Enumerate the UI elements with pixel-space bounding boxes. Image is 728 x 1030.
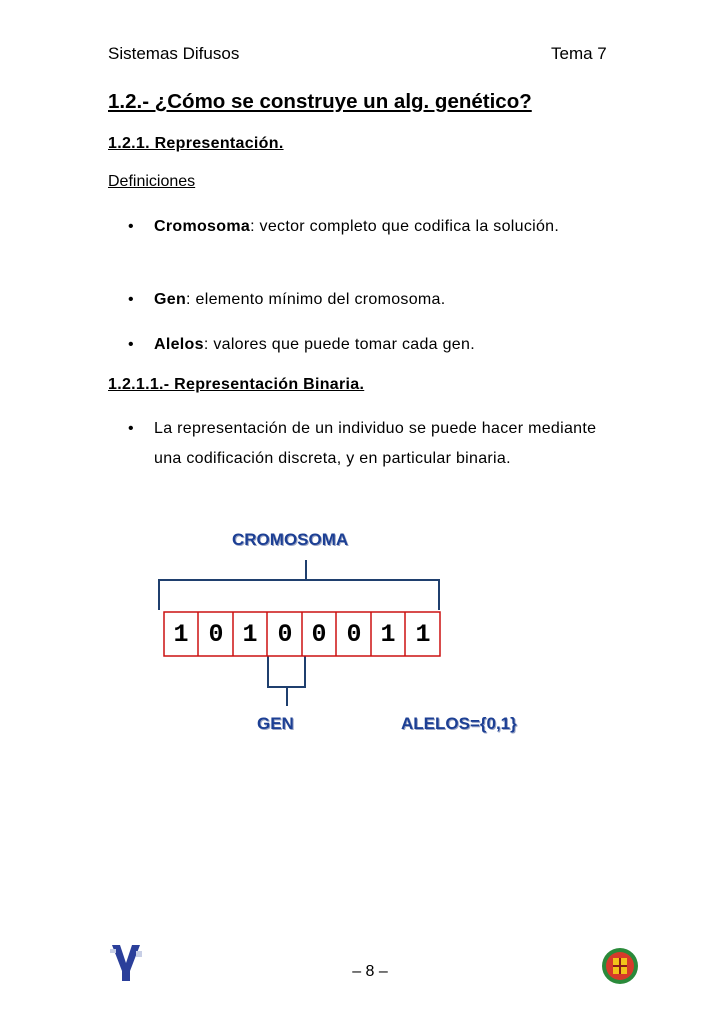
subsection-heading: 1.2.1.1.- Representación Binaria. — [108, 376, 365, 393]
bullet-icon: • — [128, 291, 134, 308]
bit-cell: 1 — [242, 619, 258, 649]
crest-logo-icon — [600, 946, 640, 986]
bit-cell: 1 — [415, 619, 431, 649]
bit-cell: 1 — [380, 619, 396, 649]
university-logo-icon — [106, 941, 146, 985]
section-heading: 1.2.1. Representación. — [108, 135, 284, 152]
definition-text: : elemento mínimo del cromosoma. — [186, 291, 446, 308]
definition-term: Cromosoma — [154, 218, 251, 235]
alleles-label: ALELOS={0,1} — [401, 714, 517, 733]
definitions-heading: Definiciones — [108, 173, 196, 190]
binary-description: La representación de un individuo se puede hacer mediante una codificación discreta, y en particular binaria. — [154, 420, 597, 467]
header-left: Sistemas Difusos — [108, 44, 240, 63]
page-number: – 8 – — [352, 963, 388, 980]
definition-term: Alelos — [154, 336, 204, 353]
definition-text: : valores que puede tomar cada gen. — [203, 336, 475, 353]
chromosome-bracket — [159, 560, 439, 610]
definition-text: : vector completo que codifica la solución. — [250, 218, 560, 235]
header-right: Tema 7 — [551, 44, 607, 63]
bit-cell: 0 — [346, 619, 362, 649]
gene-label: GEN — [257, 714, 294, 733]
bullet-icon: • — [128, 336, 134, 353]
bit-cell: 0 — [208, 619, 224, 649]
chromosome-label: CROMOSOMA — [232, 530, 349, 549]
bullet-icon: • — [128, 420, 134, 437]
bullet-icon: • — [128, 218, 134, 235]
bit-cell: 0 — [311, 619, 327, 649]
definition-term: Gen — [154, 291, 187, 308]
page-title: 1.2.- ¿Cómo se construye un alg. genético? — [108, 90, 532, 113]
gene-bracket — [268, 656, 305, 706]
bit-cell: 1 — [173, 619, 189, 649]
bit-cell: 0 — [277, 619, 293, 649]
